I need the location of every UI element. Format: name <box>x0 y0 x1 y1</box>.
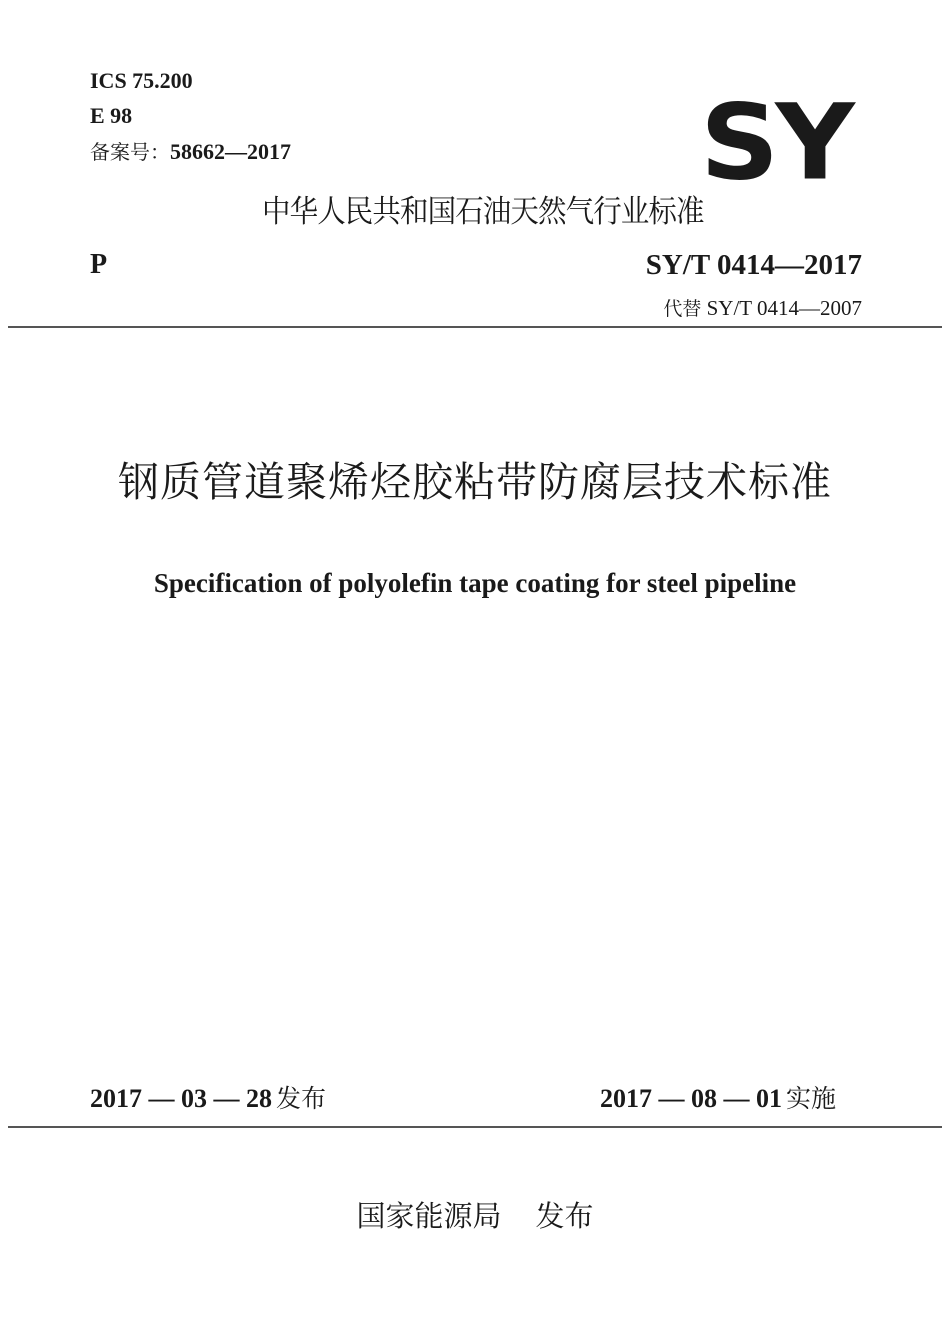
document-title-english: Specification of polyolefin tape coating for steel pipeline <box>153 568 797 598</box>
ics-code: ICS 75.200 <box>90 68 193 93</box>
filing-record <box>90 139 291 165</box>
industry-standard-title: 中华人民共和国石油天然气行业标准 <box>262 194 704 230</box>
issuer-organization: 国家能源局 <box>356 1199 502 1233</box>
issuer-action: 发布 <box>535 1199 594 1233</box>
ccs-code: E 98 <box>90 103 133 128</box>
filing-number: 58662—2017 <box>170 139 291 164</box>
replaces-number: SY/T 0414—2007 <box>706 296 862 320</box>
sy-logo: SY <box>700 81 851 204</box>
issuer <box>0 1196 950 1236</box>
effective-label: 实施 <box>786 1084 837 1113</box>
bottom-divider <box>8 1126 942 1128</box>
effective-date-value: 2017 — 08 — 01 <box>600 1084 782 1113</box>
classification-letter: P <box>90 249 108 280</box>
document-title-chinese: 钢质管道聚烯烃胶粘带防腐层技术标准 <box>118 458 832 506</box>
effective-date <box>600 1082 836 1116</box>
filing-label: 备案号： <box>90 140 170 164</box>
issue-date-value: 2017 — 03 — 28 <box>90 1084 272 1113</box>
replaces-label: 代替 <box>663 298 702 320</box>
issue-date <box>90 1082 326 1116</box>
replaces-standard <box>663 294 862 323</box>
issue-label: 发布 <box>276 1084 327 1113</box>
top-divider <box>8 326 942 328</box>
standard-number: SY/T 0414—2017 <box>645 249 862 281</box>
